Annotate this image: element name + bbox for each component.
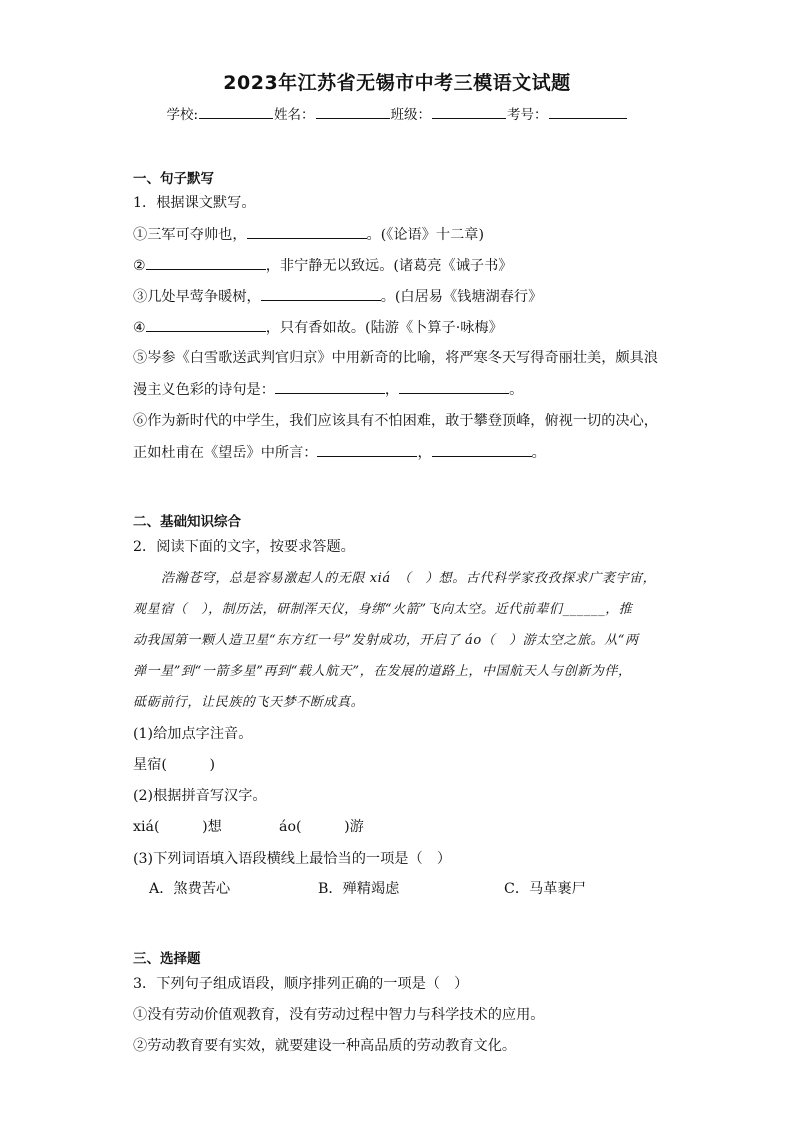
line-text: ④: [133, 320, 146, 336]
fill-line-1: [133, 223, 484, 244]
student-info-row: [0, 103, 794, 123]
pinyin-item[interactable]: áo( )游: [279, 819, 364, 835]
sub-question-item[interactable]: 星宿( ): [133, 757, 216, 773]
fill-line-6b: [133, 441, 546, 462]
line-text: 正如杜甫在《望岳》中所言：: [133, 445, 318, 461]
answer-blank[interactable]: [146, 316, 266, 332]
pinyin-item[interactable]: xiá( )想: [133, 819, 222, 835]
fill-line-5b: [133, 378, 523, 399]
question-stem: 1．根据课文默写。: [133, 195, 256, 211]
answer-blank[interactable]: [247, 223, 367, 239]
answer-blank[interactable]: [275, 378, 385, 394]
answer-blank[interactable]: [146, 254, 266, 270]
exam-title: 2023年江苏省无锡市中考三模语文试题: [223, 72, 571, 94]
section-heading: 三、选择题: [133, 951, 201, 967]
option-c[interactable]: C．马革裹尸: [504, 881, 586, 897]
answer-blank[interactable]: [432, 441, 532, 457]
exam-no-label: 考号：: [507, 107, 548, 123]
question-stem: 2．阅读下面的文字，按要求答题。: [133, 539, 355, 555]
answer-blank[interactable]: [317, 441, 417, 457]
passage-line: 砥砺前行，让民族的飞天梦不断成真。: [133, 695, 365, 710]
line-text: 。: [509, 382, 524, 398]
fill-line-5a: ⑤岑参《白雪歌送武判官归京》中用新奇的比喻，将严寒冬天写得奇丽壮美，颇具浪: [133, 350, 658, 366]
line-text: ③几处早莺争暖树，: [133, 289, 261, 305]
passage-line: 观星宿（ ），制历法，研制浑天仪，身绑“火箭”飞向太空。近代前辈们______，推: [133, 602, 633, 617]
fill-line-3: [133, 285, 542, 306]
answer-blank[interactable]: [399, 378, 509, 394]
line-text: ①三军可夺帅也，: [133, 227, 247, 243]
sub-question: (1)给加点字注音。: [133, 726, 253, 742]
line-text: 。(《论语》十二章): [366, 227, 484, 243]
line-text: ，: [384, 382, 400, 398]
sub-question: (3)下列词语填入语段横线上最恰当的一项是（ ）: [133, 851, 452, 867]
passage-line: 动我国第一颗人造卫星“东方红一号”发射成功，开启了 áo（ ）游太空之旅。从“两: [133, 633, 639, 648]
pinyin-row: [133, 816, 364, 836]
name-label: 姓名：: [274, 107, 315, 123]
option-b[interactable]: B．殚精竭虑: [318, 881, 400, 897]
fill-line-6a: ⑥作为新时代的中学生，我们应该具有不怕困难，敢于攀登顶峰，俯视一切的决心，: [133, 413, 658, 429]
line-text: ，非宁静无以致远。(诸葛亮《诫子书》: [265, 258, 513, 274]
exam-no-blank[interactable]: [549, 104, 627, 119]
school-blank[interactable]: [199, 104, 273, 119]
option-a[interactable]: A．煞费苦心: [149, 881, 231, 897]
sentence-item: ①没有劳动价值观教育，没有劳动过程中智力与科学技术的应用。: [133, 1007, 545, 1023]
question-stem: 3．下列句子组成语段，顺序排列正确的一项是（ ）: [133, 976, 469, 992]
name-blank[interactable]: [316, 104, 390, 119]
answer-blank[interactable]: [261, 285, 381, 301]
school-label: 学校:: [166, 107, 199, 123]
fill-line-4: [133, 316, 503, 337]
line-text: ，只有香如故。(陆游《卜算子·咏梅》: [265, 320, 503, 336]
line-text: ②: [133, 258, 146, 274]
sub-question: (2)根据拼音写汉字。: [133, 788, 267, 804]
class-label: 班级：: [390, 107, 432, 123]
fill-line-2: [133, 254, 512, 275]
passage-line: 浩瀚苍穹，总是容易激起人的无限 xiá （ ）想。古代科学家孜孜探求广袤宇宙，: [161, 571, 657, 586]
line-text: 。: [531, 445, 546, 461]
line-text: ，: [417, 445, 432, 461]
sentence-item: ②劳动教育要有实效，就要建设一种高品质的劳动教育文化。: [133, 1038, 517, 1054]
section-heading: 二、基础知识综合: [133, 514, 241, 530]
class-blank[interactable]: [432, 104, 506, 119]
line-text: 漫主义色彩的诗句是：: [133, 382, 275, 398]
line-text: 。(白居易《钱塘湖春行》: [380, 289, 543, 305]
options-row: [149, 878, 586, 898]
passage-line: 弹一星”到“一箭多星”再到“载人航天”，在发展的道路上，中国航天人与创新为伴，: [133, 664, 632, 679]
section-heading: 一、句子默写: [133, 171, 214, 187]
